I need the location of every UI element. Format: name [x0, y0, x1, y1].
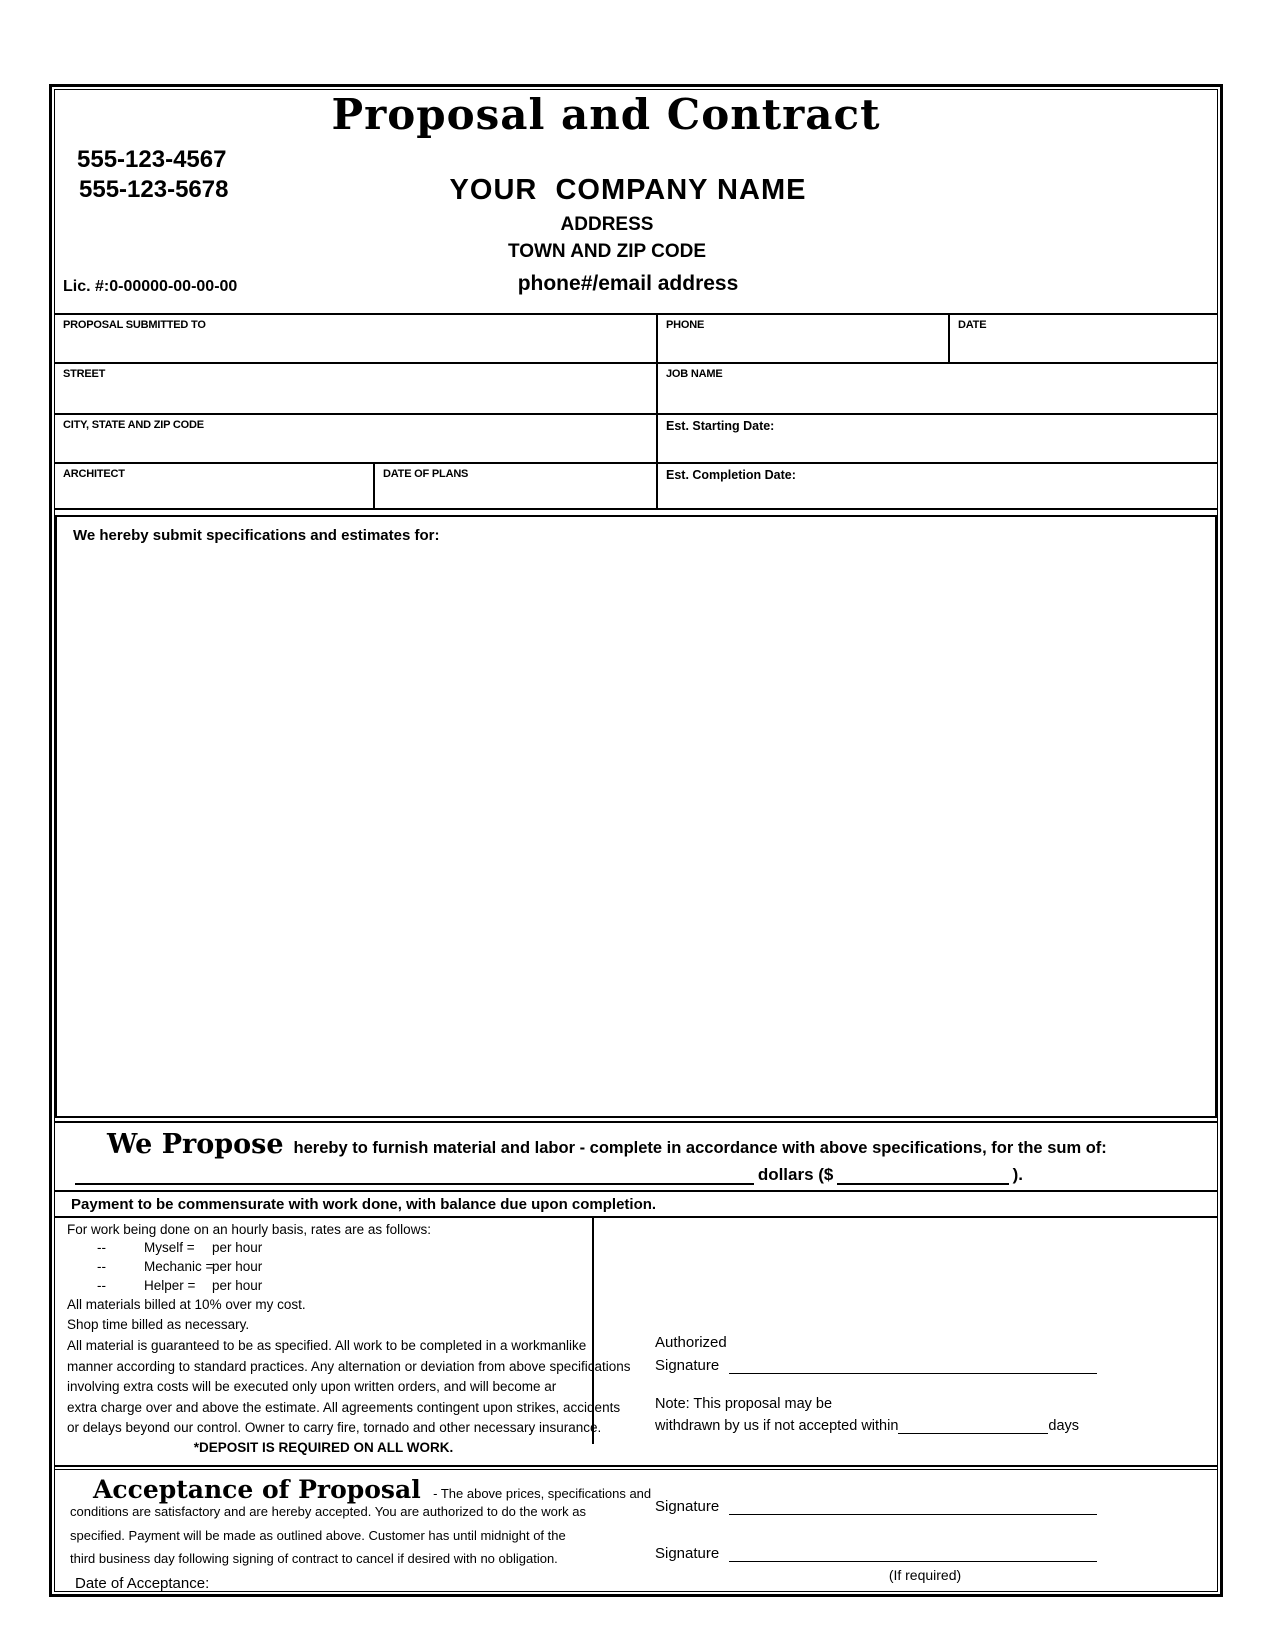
terms-line: All material is guaranteed to be as specified. All work to be completed in a workmanlike	[67, 1338, 587, 1353]
terms-line: manner according to standard practices. Any alternation or deviation from above specifications	[67, 1359, 631, 1374]
table-row	[55, 464, 1217, 510]
withdraw-note-line2	[655, 1418, 1079, 1434]
date-of-acceptance-line[interactable]	[219, 1575, 591, 1592]
acceptance-body-line: specified. Payment will be made as outlined above. Customer has until midnight of the	[70, 1528, 566, 1543]
sum-amount-line[interactable]	[837, 1167, 1008, 1185]
date-of-acceptance-row	[75, 1575, 591, 1592]
field-label: JOB NAME	[666, 368, 723, 380]
acceptance-heading: Acceptance of Proposal	[93, 1475, 421, 1504]
acceptance-intro-tail: - The above prices, specifications and	[433, 1486, 652, 1501]
dollars-label: dollars ($	[757, 1165, 834, 1184]
acceptance-heading-row	[93, 1475, 651, 1504]
withdraw-note-prefix: withdrawn by us if not accepted within	[655, 1418, 899, 1434]
terms-line: or delays beyond our control. Owner to carry fire, tornado and other necessary insurance.	[67, 1420, 602, 1435]
header-phone-1: 555-123-4567	[77, 146, 227, 173]
payment-terms-text: Payment to be commensurate with work done, with balance due upon completion.	[71, 1196, 657, 1213]
field-proposal-submitted-to[interactable]	[55, 315, 656, 362]
acceptance-signature-row-1	[655, 1497, 1097, 1515]
rate-row-myself	[67, 1240, 262, 1255]
field-label: ARCHITECT	[63, 468, 125, 480]
shop-time-note: Shop time billed as necessary.	[67, 1317, 250, 1332]
payment-terms-row	[55, 1190, 1217, 1218]
field-est-completion-date[interactable]	[656, 464, 1217, 508]
date-of-acceptance-label: Date of Acceptance:	[75, 1575, 210, 1592]
table-row	[55, 364, 1217, 415]
signature-label: Signature	[655, 1545, 720, 1562]
rate-role: Mechanic =	[144, 1259, 214, 1274]
acceptance-body-line: conditions are satisfactory and are hereby accepted. You are authorized to do the work as	[70, 1504, 586, 1519]
field-job-name[interactable]	[656, 364, 1217, 413]
we-propose-line	[107, 1129, 1107, 1160]
table-row	[55, 315, 1217, 364]
close-paren-label: ).	[1012, 1165, 1023, 1184]
rate-dash: --	[97, 1278, 106, 1293]
rate-row-helper	[67, 1278, 262, 1293]
terms-line: extra charge over and above the estimate. All agreements contingent upon strikes, accidents	[67, 1400, 621, 1415]
authorized-signature-line[interactable]	[729, 1356, 1097, 1374]
we-propose-text: hereby to furnish material and labor - complete in accordance with above specifications, for the sum of:	[293, 1139, 1107, 1157]
company-contact: phone#/email address	[517, 272, 739, 295]
field-architect[interactable]	[55, 464, 373, 508]
we-propose-heading: We Propose	[107, 1129, 284, 1160]
acceptance-signature-line-2[interactable]	[729, 1544, 1097, 1562]
acceptance-signature-row-2	[655, 1544, 1097, 1562]
field-label: DATE OF PLANS	[383, 468, 469, 480]
if-required-note: (If required)	[888, 1567, 962, 1583]
days-label: days	[1048, 1418, 1080, 1434]
sum-words-line[interactable]	[75, 1167, 754, 1185]
field-label: STREET	[63, 368, 106, 380]
withdraw-note-line1: Note: This proposal may be	[655, 1396, 833, 1412]
field-street[interactable]	[55, 364, 656, 413]
field-label: DATE	[958, 319, 987, 331]
field-label: Est. Completion Date:	[666, 468, 796, 482]
company-town-zip: TOWN AND ZIP CODE	[507, 241, 707, 262]
rate-role: Myself =	[144, 1240, 195, 1255]
field-label: PHONE	[666, 319, 705, 331]
rate-role: Helper =	[144, 1278, 196, 1293]
specifications-label: We hereby submit specifications and estimates for:	[73, 527, 440, 544]
authorized-label: Authorized	[655, 1334, 727, 1351]
specifications-box[interactable]	[55, 515, 1217, 1118]
field-label: PROPOSAL SUBMITTED TO	[63, 319, 206, 331]
form-title: Proposal and Contract	[331, 90, 881, 139]
field-label: Est. Starting Date:	[666, 419, 775, 433]
acceptance-body-line: third business day following signing of contract to cancel if desired with no obligation.	[70, 1551, 558, 1566]
authorized-signature-row	[655, 1356, 1097, 1374]
acceptance-section	[55, 1465, 1217, 1591]
signature-label: Signature	[655, 1498, 720, 1515]
field-date[interactable]	[948, 315, 1217, 362]
deposit-note: *DEPOSIT IS REQUIRED ON ALL WORK.	[193, 1440, 454, 1455]
rate-dash: --	[97, 1240, 106, 1255]
company-name: YOUR COMPANY NAME	[449, 174, 807, 206]
days-fill-line[interactable]	[898, 1418, 1048, 1434]
rate-unit: per hour	[212, 1278, 263, 1293]
field-est-starting-date[interactable]	[656, 415, 1217, 462]
company-address: ADDRESS	[560, 214, 654, 235]
sum-fill-line	[75, 1165, 1027, 1185]
rate-dash: --	[97, 1259, 106, 1274]
we-propose-section	[55, 1121, 1217, 1190]
rate-row-mechanic	[67, 1259, 262, 1274]
field-label: CITY, STATE AND ZIP CODE	[63, 419, 204, 431]
proposal-info-table	[55, 313, 1217, 510]
materials-note: All materials billed at 10% over my cost.	[67, 1297, 306, 1312]
field-city-state-zip[interactable]	[55, 415, 656, 462]
field-date-of-plans[interactable]	[373, 464, 656, 508]
rate-unit: per hour	[212, 1240, 263, 1255]
acceptance-signature-line-1[interactable]	[729, 1497, 1097, 1515]
license-number: Lic. #:0-00000-00-00-00	[63, 278, 238, 295]
field-phone[interactable]	[656, 315, 948, 362]
rate-unit: per hour	[212, 1259, 263, 1274]
signature-label: Signature	[655, 1357, 720, 1374]
terms-line: involving extra costs will be executed only upon written orders, and will become ar	[67, 1379, 557, 1394]
table-row	[55, 415, 1217, 464]
rates-intro: For work being done on an hourly basis, rates are as follows:	[67, 1222, 431, 1237]
page-border-inner	[54, 89, 1218, 1592]
rates-terms-section	[55, 1218, 1217, 1465]
page-border	[49, 84, 1223, 1597]
header-phone-2: 555-123-5678	[79, 176, 229, 203]
